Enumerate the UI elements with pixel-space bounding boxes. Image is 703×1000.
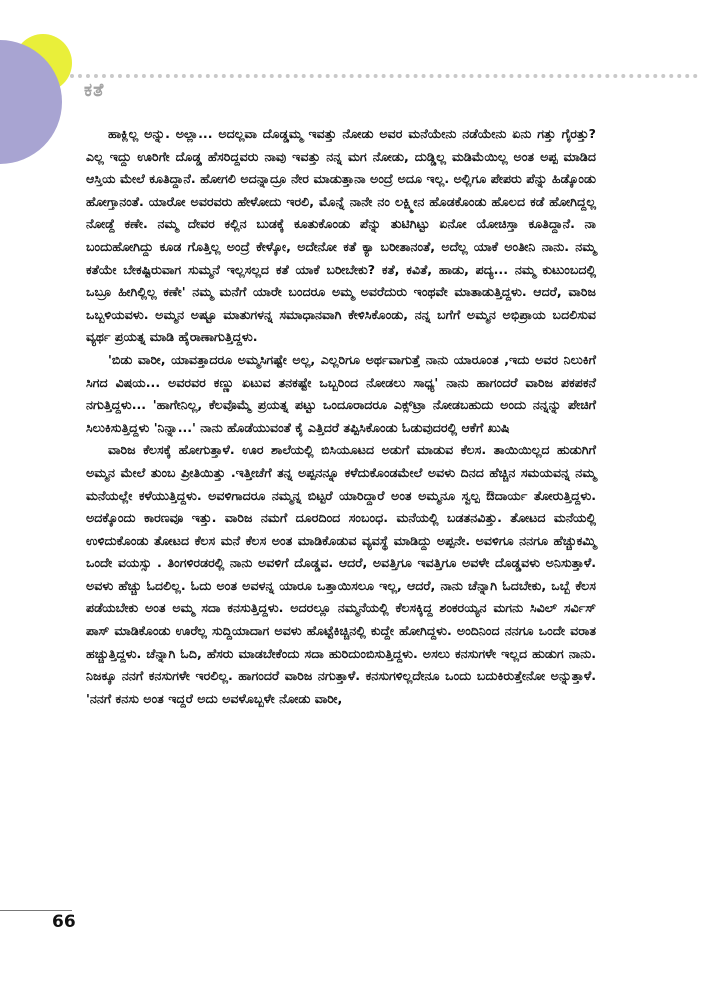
paragraph: 'ಬಿಡು ವಾರೀ, ಯಾವತ್ತಾದರೂ ಅಮ್ಮಸಿಗಷ್ಟೇ ಅಲ್ಲ, ಎಲ್ಲರಿಗೂ ಅರ್ಥವಾಗುತ್ತೆ ನಾನು ಯಾರೂಂತ ,ಇದು ಅವರ ನಿಲುಕಿಗೆ ಸಿಗದ ವಿಷಯ... ಅವರವರ ಕಣ್ಣು ಏಟುವ ತನಕಷ್ಟೇ ಒಬ್ಬರಿಂದ ನೋಡಲು ಸಾಧ್ಯ' ನಾನು ಹಾಗಂದರೆ ವಾರಿಜ ಪಕಪಕನೆ ನಗುತ್ತಿದ್ದಳು... 'ಹಾಗೇನಿಲ್ಲ, ಕೆಲವೊಮ್ಮೆ ಪ್ರಯತ್ನ ಪಟ್ಟು ಒಂದೂರಾದರೂ ಎಕ್ಸ್‌ಟ್ರಾ ನೋಡಬಹುದು ಅಂದು ನನ್ನನ್ನು ಪೇಚಿಗೆ ಸಿಲುಕಿಸುತ್ತಿದ್ದಳು 'ನಿನ್ನಾ...' ನಾನು ಹೊಡೆಯುವಂತೆ ಕೈ ಎತ್ತಿದರೆ ತಪ್ಪಿಸಿಕೊಂಡು ಓಡುವುದರಲ್ಲಿ ಆಕೆಗೆ ಖುಷಿ <box>86 351 596 435</box>
paragraph: ವಾರಿಜ ಕೆಲಸಕ್ಕೆ ಹೋಗುತ್ತಾಳೆ. ಊರ ಶಾಲೆಯಲ್ಲಿ ಬಿಸಿಯೂಟದ ಅಡುಗೆ ಮಾಡುವ ಕೆಲಸ. ತಾಯಿಯಿಲ್ಲದ ಹುಡುಗಿಗೆ ಅಮ್ಮನ ಮೇಲೆ ತುಂಬ ಪ್ರೀತಿಯಿತ್ತು .ಇತ್ತೀಚೆಗೆ ತನ್ನ ಅಪ್ಪನನ್ನೂ ಕಳೆದುಕೊಂಡಮೇಲೆ ಅವಳು ದಿನದ ಹೆಚ್ಚಿನ ಸಮಯವನ್ನ ನಮ್ಮ ಮನೆಯಲ್ಲೇ ಕಳೆಯುತ್ತಿದ್ದಳು. ಅವಳಿಗಾದರೂ ನಮ್ಮನ್ನ ಬಿಟ್ಟರೆ ಯಾರಿದ್ದಾರೆ ಅಂತ ಅಮ್ಮನೂ ಸ್ವಲ್ಪ ಔದಾರ್ಯ ತೋರುತ್ತಿದ್ದಳು. ಅದಕ್ಕೊಂದು ಕಾರಣವೂ ಇತ್ತು. ವಾರಿಜ ನಮಗೆ ದೂರದಿಂದ ಸಂಬಂಧ. ಮನೆಯಲ್ಲಿ ಬಡತನವಿತ್ತು. ತೋಟದ ಮನೆಯಲ್ಲಿ ಉಳಿದುಕೊಂಡು ತೋಟದ ಕೆಲಸ ಮನೆ ಕೆಲಸ ಅಂತ ಮಾಡಿಕೊಡುವ ವ್ಯವಸ್ಥೆ ಮಾಡಿದ್ದು ಅಪ್ಪನೇ. ಅವಳಿಗೂ ನನಗೂ ಹೆಚ್ಚುಕಮ್ಮಿ ಒಂದೇ ವಯಸ್ಸು . ತಿಂಗಳಿರಡರಲ್ಲಿ ನಾನು ಅವಳಿಗೆ ದೊಡ್ಡವ. ಆದರೆ, ಅವತ್ತಿಗೂ ಇವತ್ತಿಗೂ ಅವಳೇ ದೊಡ್ಡವಳು ಅನಿಸುತ್ತಾಳೆ. ಅವಳು ಹೆಚ್ಚು ಓದಲಿಲ್ಲ. ಓದು ಅಂತ ಅವಳನ್ನ ಯಾರೂ ಒತ್ತಾಯಿಸಲೂ ಇಲ್ಲ, ಆದರೆ, ನಾನು ಚೆನ್ನಾಗಿ ಓದಬೇಕು, ಒಬ್ಬೆ ಕೆಲಸ ಪಡೆಯಬೇಕು ಅಂತ ಅಮ್ಮ ಸದಾ ಕನಸುತ್ತಿದ್ದಳು. ಅದರಲ್ಲೂ ನಮ್ಮನೆಯಲ್ಲಿ ಕೆಲಸಕ್ಕಿದ್ದ ಶಂಕರಯ್ಯನ ಮಗನು ಸಿವಿಲ್ ಸರ್ವಿಸ್ ಪಾಸ್ ಮಾಡಿಕೊಂಡು ಊರೆಲ್ಲ ಸುದ್ದಿಯಾದಾಗ ಅವಳು ಹೊಟ್ಟೆಕಿಚ್ಚಿನಲ್ಲಿ ಕುದ್ದೇ ಹೋಗಿದ್ದಳು. ಅಂದಿನಿಂದ ನನಗೂ ಒಂದೇ ವರಾತ ಹಚ್ಚುತ್ತಿದ್ದಳು. ಚೆನ್ನಾಗಿ ಓದಿ, ಹೆಸರು ಮಾಡಬೇಕೆಂದು ಸದಾ ಹುರಿದುಂಬಿಸುತ್ತಿದ್ದಳು. ಅಸಲು ಕನಸುಗಳೇ ಇಲ್ಲದ ಹುಡುಗ ನಾನು. ನಿಜಕ್ಕೂ ನನಗೆ ಕನಸುಗಳೇ ಇರಲಿಲ್ಲ. ಹಾಗಂದರೆ ವಾರಿಜ ನಗುತ್ತಾಳೆ. ಕನಸುಗಳಿಲ್ಲದೇನೂ ಒಂದು ಬದುಕಿರುತ್ತೇನೋ ಅನ್ನುತ್ತಾಳೆ. 'ನನಗೆ ಕನಸು ಅಂತ ಇದ್ದರೆ ಅದು ಅವಳೊಬ್ಬಳೇ ನೋಡು ವಾರೀ, <box>86 442 596 706</box>
header-dotted-rule <box>70 74 698 78</box>
paragraph: ಹಾಕ್ಲಿಲ್ಲ ಅನ್ನು. ಅಲ್ಲಾ... ಅದಲ್ಲವಾ ದೊಡ್ಡಮ್ಮ ಇವತ್ತು ನೋಡು ಅವರ ಮನೆಯೇನು ನಡೆಯೇನು ಏನು ಗತ್ತು ಗೈರತ್ತು? ಎಲ್ಲ ಇದ್ದು ಊರಿಗೇ ದೊಡ್ಡ ಹೆಸರಿದ್ದವರು ನಾವು ಇವತ್ತು ನನ್ನ ಮಗ ನೋಡು, ದುಡ್ಡಿಲ್ಲ ಮಡಿಮೆಯಿಲ್ಲ ಅಂತ ಅಪ್ಪ ಮಾಡಿದ ಆಸ್ತಿಯ ಮೇಲೆ ಕೂತಿದ್ದಾನೆ. ಹೋಗಲಿ ಅದನ್ನಾದ್ರೂ ನೇರ ಮಾಡುತ್ತಾನಾ ಅಂದ್ರೆ ಅದೂ ಇಲ್ಲ. ಅಲ್ಲಿಗೂ ಪೇಪರು ಪೆನ್ನು ಹಿಡ್ಕೊಂಡು ಹೋಗ್ತಾನಂತೆ. ಯಾರೋ ಅವರವರು ಹೇಳೋದು ಇರಲಿ, ಮೊನ್ನೆ ನಾನೇ ನಂ ಲಕ್ಷ್ಮೀನ ಹೊಡಕೊಂಡು ಹೊಲದ ಕಡೆ ಹೋಗಿದ್ದಲ್ಲ ನೋಡ್ದೆ ಕಣೇ. ನಮ್ಮ ದೇವರ ಕಲ್ಲಿನ ಬುಡಕ್ಕೆ ಕೂತುಕೊಂಡು ಪೆನ್ನು ತುಟಿಗಿಟ್ಟು ಏನೋ ಯೋಚಿಸ್ತಾ ಕೂತಿದ್ದಾನೆ. ನಾ ಬಂದುಹೋಗಿದ್ದು ಕೂಡ ಗೊತ್ತಿಲ್ಲ ಅಂದ್ರೆ ಕೇಳ್ಕೋ, ಅದೇನೋ ಕತೆ ಕ್ಯಾ ಬರೀತಾನಂತೆ, ಅದೆಲ್ಲ ಯಾಕೆ ಅಂತೀನಿ ನಾನು. ನಮ್ಮ ಕತೆಯೇ ಬೇಕಷ್ಟಿರುವಾಗ ಸುಮ್ಮನೆ ಇಲ್ಲಸಲ್ಲದ ಕತೆ ಯಾಕೆ ಬರೀಬೇಕು? ಕತೆ, ಕವಿತೆ, ಹಾಡು, ಪದ್ಯ... ನಮ್ಮ ಕುಟುಂಬದಲ್ಲಿ ಒಬ್ರೂ ಹೀಗಿಲ್ಲಿಲ್ಲ ಕಣೇ' ನಮ್ಮ ಮನೆಗೆ ಯಾರೇ ಬಂದರೂ ಅಮ್ಮ ಅವರೆದುರು ಇಂಥವೇ ಮಾತಾಡುತ್ತಿದ್ದಳು. ಆದರೆ, ವಾರಿಜ ಒಬ್ಬಳಿಯವಳು. ಅಮ್ಮನ ಅಷ್ಟೂ ಮಾತುಗಳನ್ನ ಸಮಾಧಾನವಾಗಿ ಕೇಳಿಸಿಕೊಂಡು, ನನ್ನ ಬಗೆಗೆ ಅಮ್ಮನ ಅಭಿಪ್ರಾಯ ಬದಲಿಸುವ ವ್ಯರ್ಥ ಪ್ರಯತ್ನ ಮಾಡಿ ಹೈರಾಣಾಗುತ್ತಿದ್ದಳು. <box>86 126 596 345</box>
footer-rule <box>0 910 72 911</box>
section-label: ಕತೆ <box>84 80 105 101</box>
story-text <box>86 123 596 710</box>
page-number: 66 <box>52 912 76 932</box>
